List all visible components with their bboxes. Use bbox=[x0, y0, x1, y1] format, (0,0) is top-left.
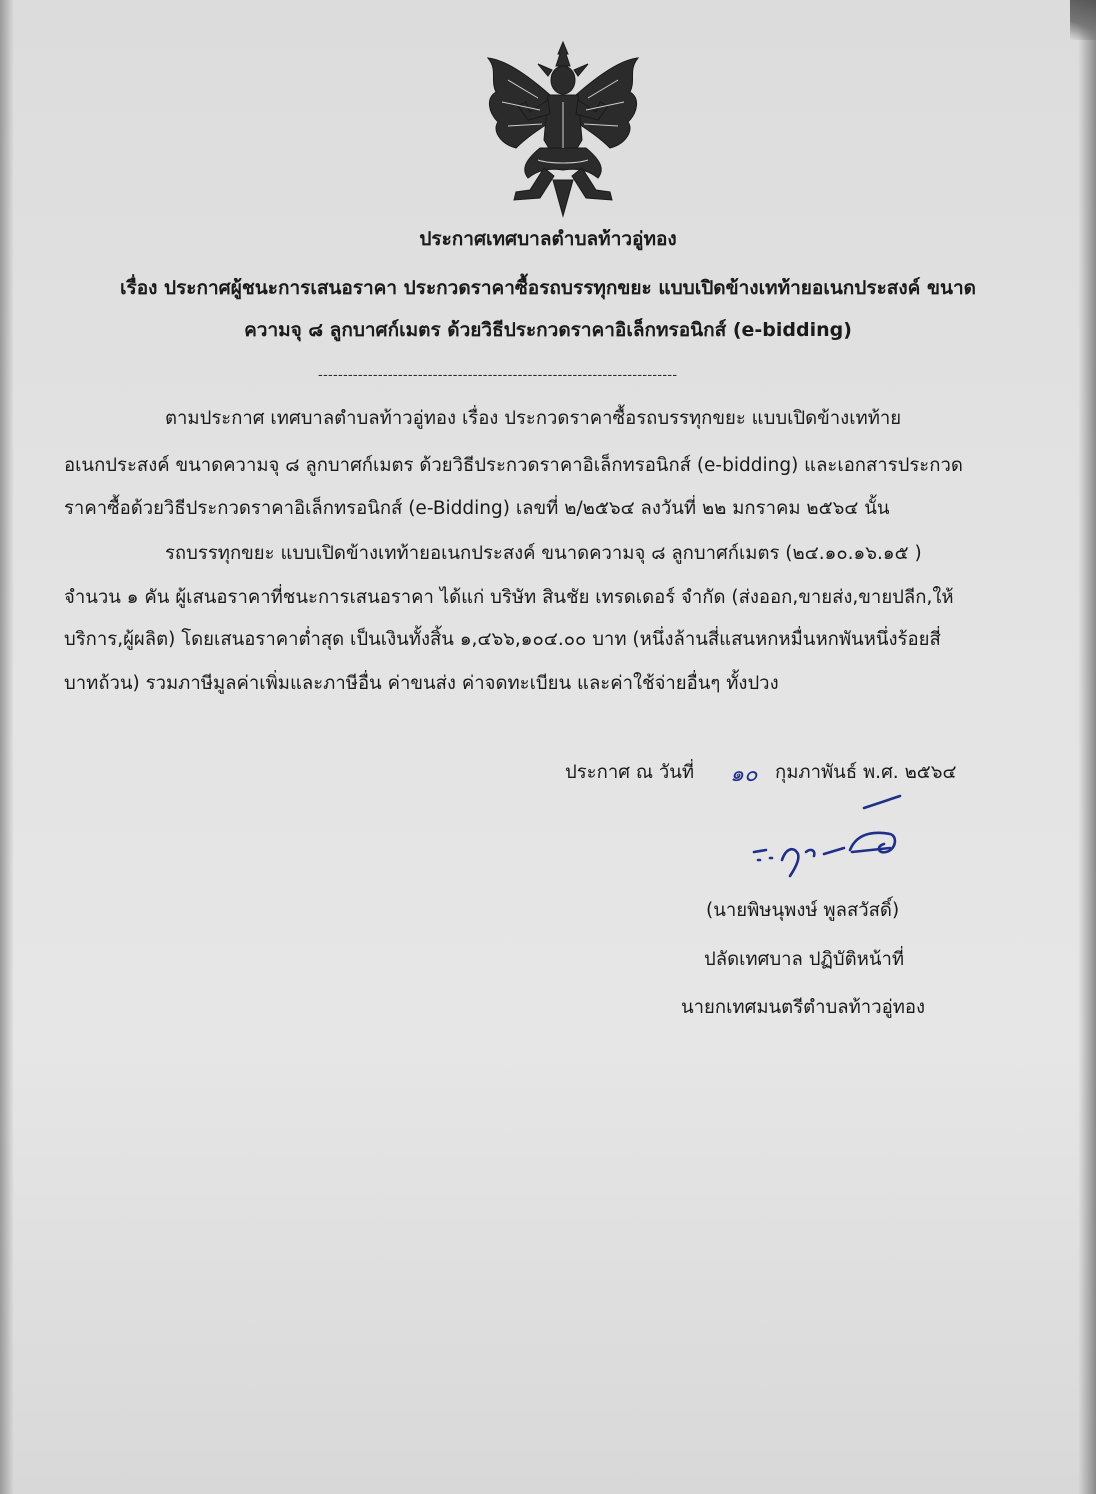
para2-line-1: รถบรรทุกขยะ แบบเปิดข้างเทท้ายอเนกประสงค์ ขนาดความจุ ๘ ลูกบาศก์เมตร (๒๔.๑๐.๑๖.๑๕ ) bbox=[165, 543, 922, 564]
document-subject-line-2: ความจุ ๘ ลูกบาศก์เมตร ด้วยวิธีประกวดราคาอิเล็กทรอนิกส์ (e-bidding) bbox=[244, 319, 852, 341]
para2-line-2: จำนวน ๑ คัน ผู้เสนอราคาที่ชนะการเสนอราคา ได้แก่ บริษัท สินชัย เทรดเดอร์ จำกัด (ส่งออก,ขายส่ง,ขายปลีก,ให้ bbox=[64, 587, 954, 608]
garuda-emblem bbox=[478, 40, 648, 220]
para2-line-3: บริการ,ผู้ผลิต) โดยเสนอราคาต่ำสุด เป็นเงินทั้งสิ้น ๑,๔๖๖,๑๐๔.๐๐ บาท (หนึ่งล้านสี่แสนหกหมื่นหกพันหนึ่งร้อยสี่ bbox=[64, 629, 941, 650]
signatory-name: (นายพิษนุพงษ์ พูลสวัสดิ์) bbox=[706, 900, 900, 921]
signatory-position-2: นายกเทศมนตรีตำบลท้าวอู่ทอง bbox=[681, 997, 926, 1018]
para1-line-1: ตามประกาศ เทศบาลตำบลท้าวอู่ทอง เรื่อง ประกวดราคาซื้อรถบรรทุกขยะ แบบเปิดข้างเทท้าย bbox=[165, 408, 902, 429]
date-day-handwritten: ๑๐ bbox=[730, 762, 758, 787]
page-corner-shadow bbox=[1070, 0, 1096, 40]
header-divider: ------------------------------------------------------------------------ bbox=[318, 368, 678, 383]
page-edge-shadow-right bbox=[1078, 0, 1096, 1494]
para2-line-4: บาทถ้วน) รวมภาษีมูลค่าเพิ่มและภาษีอื่น ค่าขนส่ง ค่าจดทะเบียน และค่าใช้จ่ายอื่นๆ ทั้งปวง bbox=[64, 673, 779, 694]
signatory-position-1: ปลัดเทศบาล ปฏิบัติหน้าที่ bbox=[704, 949, 905, 970]
para1-line-2: อเนกประสงค์ ขนาดความจุ ๘ ลูกบาศก์เมตร ด้วยวิธีประกวดราคาอิเล็กทรอนิกส์ (e-bidding) และเอกสารประกวด bbox=[64, 455, 963, 476]
date-prefix: ประกาศ ณ วันที่ bbox=[565, 762, 695, 783]
document-org-title: ประกาศเทศบาลตำบลท้าวอู่ทอง bbox=[419, 228, 677, 250]
date-suffix: กุมภาพันธ์ พ.ศ. ๒๕๖๔ bbox=[775, 762, 957, 783]
page-edge-shadow-left bbox=[0, 0, 14, 1494]
document-subject-line-1: เรื่อง ประกาศผู้ชนะการเสนอราคา ประกวดราคาซื้อรถบรรทุกขยะ แบบเปิดข้างเทท้ายอเนกประสงค์ ขนาด bbox=[120, 277, 976, 299]
handwritten-signature bbox=[740, 790, 930, 880]
para1-line-3: ราคาซื้อด้วยวิธีประกวดราคาอิเล็กทรอนิกส์ (e-Bidding) เลขที่ ๒/๒๕๖๔ ลงวันที่ ๒๒ มกราคม ๒๕๖๔ นั้น bbox=[64, 498, 890, 519]
